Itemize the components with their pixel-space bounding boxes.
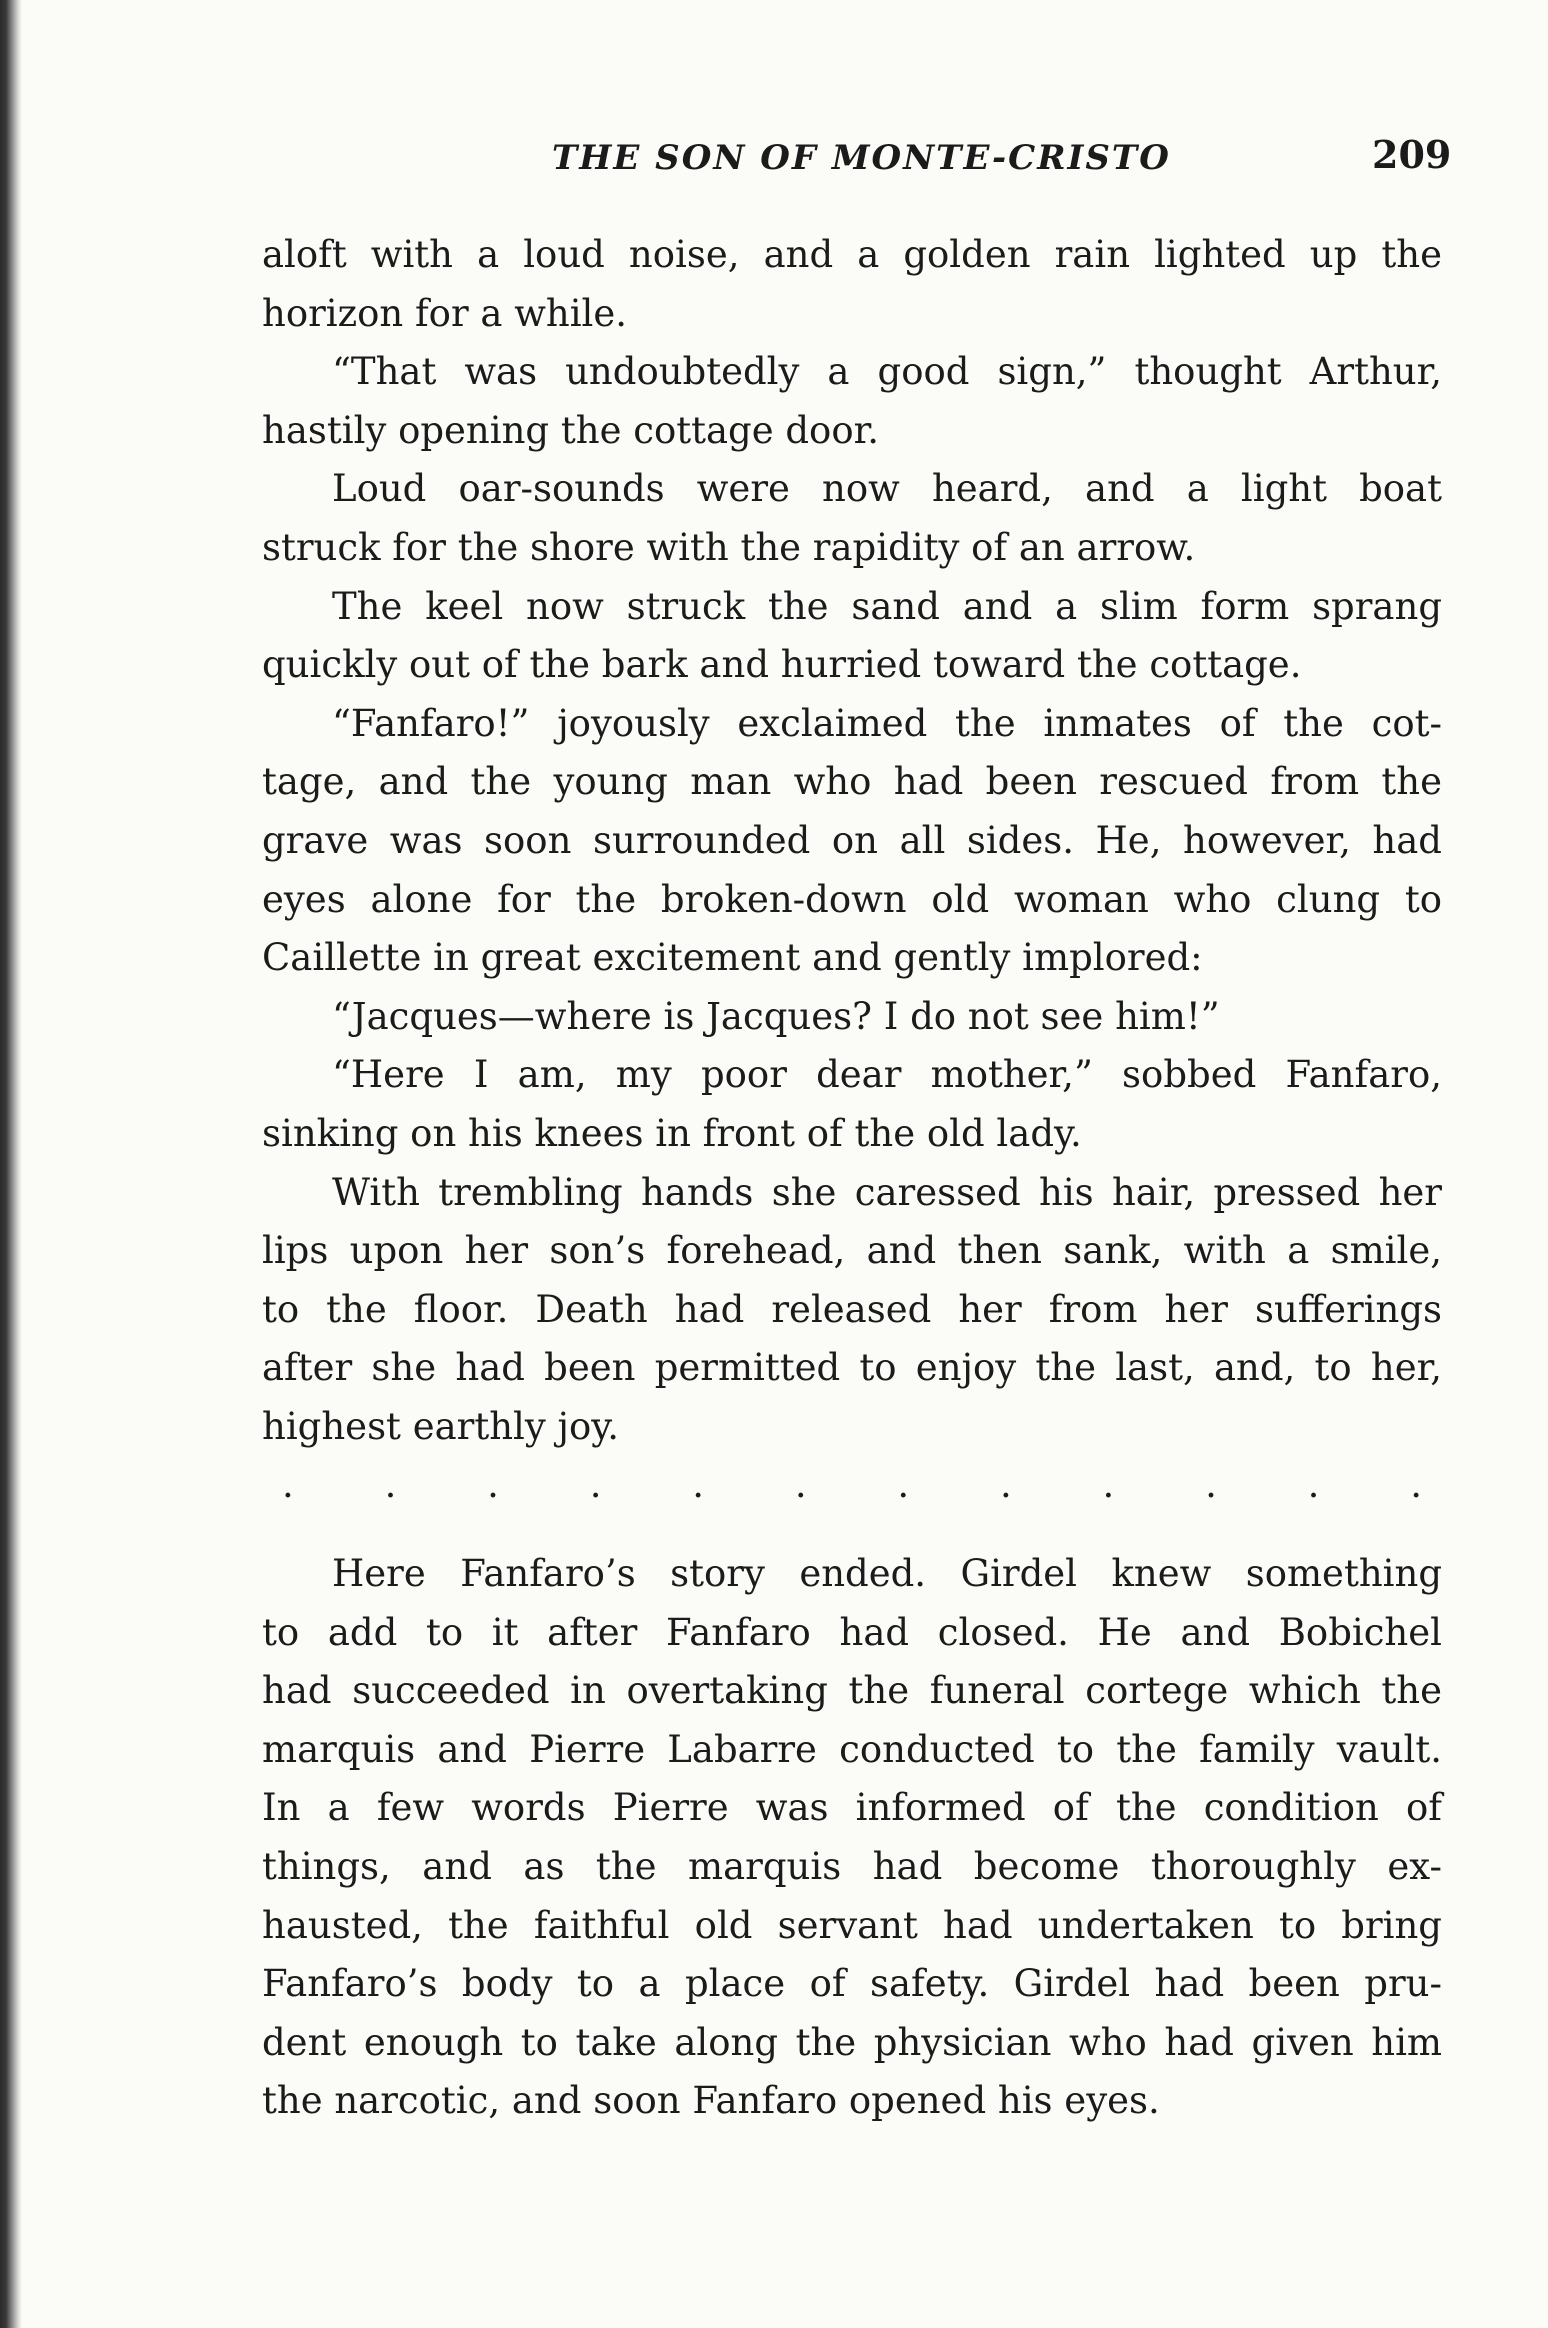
text-line: to the floor. Death had released her from her sufferings (262, 1287, 1442, 1331)
text-line: after she had been permitted to enjoy the last, and, to her, (262, 1346, 1442, 1390)
text-line: Fanfaro’s body to a place of safety. Girdel had been pru- (262, 1962, 1442, 2006)
separator-dot: . (589, 1463, 602, 1507)
text-line: things, and as the marquis had become thoroughly ex- (262, 1845, 1442, 1889)
text-line: Here Fanfaro’s story ended. Girdel knew something (332, 1552, 1442, 1596)
body-text (262, 226, 1442, 2131)
separator-dot: . (282, 1463, 294, 1507)
text-line: “Fanfaro!” joyously exclaimed the inmates of the cot- (332, 701, 1442, 745)
text-line: had succeeded in overtaking the funeral cortege which the (262, 1669, 1442, 1713)
running-title: THE SON OF MONTE-CRISTO (552, 138, 1171, 178)
text-line: eyes alone for the broken-down old woman who clung to (262, 877, 1442, 921)
separator-dot: . (487, 1463, 499, 1507)
text-line: In a few words Pierre was informed of the condition of (262, 1786, 1442, 1830)
running-head (262, 132, 1452, 192)
text-line: tage, and the young man who had been rescued from the (262, 760, 1442, 804)
separator-dot: . (384, 1463, 397, 1507)
separator-dot: . (1205, 1463, 1217, 1507)
text-line: aloft with a loud noise, and a golden rain lighted up the (262, 233, 1442, 276)
text-line: highest earthly joy. (262, 1404, 620, 1448)
book-spine-shadow (0, 0, 22, 2328)
section-separator (262, 1456, 1442, 1515)
page-number: 209 (1372, 132, 1452, 177)
text-line: to add to it after Fanfaro had closed. He and Bobichel (262, 1610, 1442, 1654)
separator-dot: . (1102, 1463, 1115, 1507)
text-line: horizon for a while. (262, 291, 628, 335)
text-line: quickly out of the bark and hurried toward the cottage. (262, 643, 1302, 687)
text-line: grave was soon surrounded on all sides. He, however, had (262, 818, 1442, 862)
text-line: “That was undoubtedly a good sign,” thought Arthur, (332, 350, 1442, 394)
text-line: Caillette in great excitement and gently implored: (262, 936, 1203, 980)
text-line: the narcotic, and soon Fanfaro opened his eyes. (262, 2079, 1160, 2123)
text-line: hastily opening the cottage door. (262, 408, 879, 452)
text-line: With trembling hands she caressed his hair, pressed her (332, 1170, 1442, 1214)
separator-dot: . (692, 1463, 705, 1507)
text-line: struck for the shore with the rapidity of an arrow. (262, 525, 1196, 569)
separator-dot: . (1307, 1463, 1320, 1507)
separator-dot: . (897, 1463, 910, 1507)
text-line: The keel now struck the sand and a slim form sprang (332, 584, 1442, 628)
separator-dot: . (794, 1463, 807, 1507)
text-line: lips upon her son’s forehead, and then sank, with a smile, (262, 1229, 1442, 1273)
text-line: hausted, the faithful old servant had undertaken to bring (262, 1903, 1442, 1947)
text-line: dent enough to take along the physician who had given him (262, 2020, 1442, 2064)
text-line: “Here I am, my poor dear mother,” sobbed Fanfaro, (332, 1053, 1442, 1097)
text-line: Loud oar-sounds were now heard, and a light boat (332, 467, 1442, 511)
text-line: “Jacques—where is Jacques? I do not see him!” (332, 994, 1220, 1038)
separator-dot: . (999, 1463, 1012, 1507)
text-line: sinking on his knees in front of the old lady. (262, 1111, 1082, 1155)
text-line: marquis and Pierre Labarre conducted to the family vault. (262, 1727, 1442, 1771)
section-gap (262, 1515, 1442, 1545)
separator-dot: . (1410, 1463, 1422, 1507)
